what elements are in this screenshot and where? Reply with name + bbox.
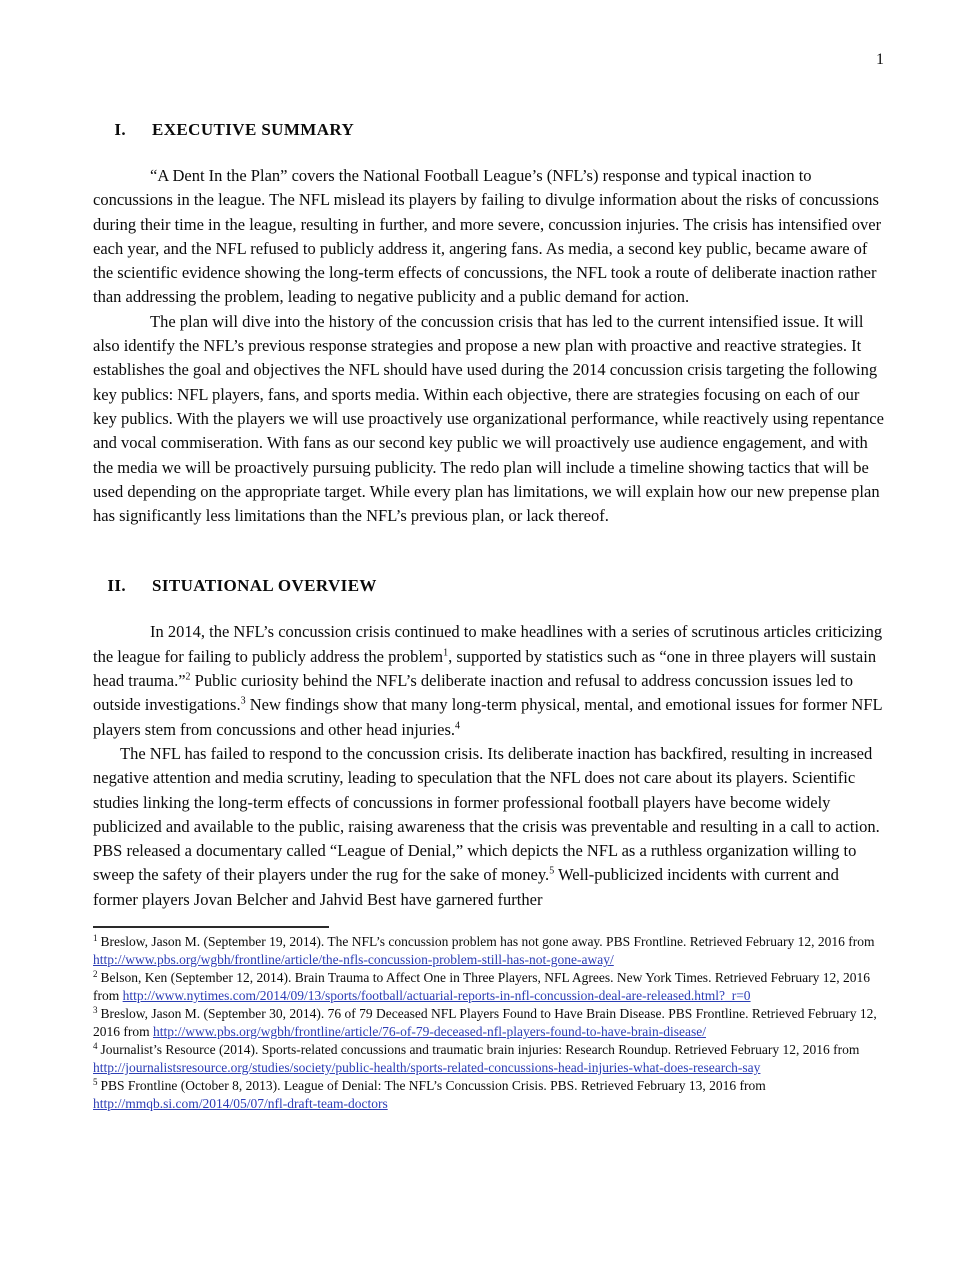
footnotes bbox=[93, 933, 886, 1113]
paragraph: “A Dent In the Plan” covers the National Football League’s (NFL’s) response and typical inaction to concussions in the league. The NFL mislead its players by failing to divulge information about the risks of concussions during their time in the league, resulting in further, and more severe, concussion injuries. The crisis has intensified over each year, and the NFL refused to publicly address it, angering fans. As media, a second key public, became aware of the scientific evidence showing the long-term effects of concussions, the NFL took a route of deliberate inaction rather than addressing the problem, leading to negative publicity and a public demand for action. bbox=[93, 166, 882, 307]
footnote: $^1$ Breslow, Jason M. (September 19, 2014). The NFL’s concussion problem has not gone away. PBS Frontline. Retrieved February 12, 2016 from http://www.pbs.org/wgbh/frontline/article/the-nfls-concussion-problem-still-has-not-gone-away/ bbox=[93, 932, 875, 968]
footnote-number: 3 bbox=[93, 1004, 98, 1015]
footnote-link[interactable]: http://www.pbs.org/wgbh/frontline/article/the-nfls-concussion-problem-still-has-not-gone-away/ bbox=[93, 952, 614, 968]
document-body bbox=[93, 118, 886, 912]
footnote-ref: 5 bbox=[549, 865, 555, 877]
footnote-ref: 2 bbox=[185, 671, 191, 683]
footnote-ref: 4 bbox=[455, 720, 460, 732]
paragraph: The plan will dive into the history of the concussion crisis that has led to the current intensified issue. It will also identify the NFL’s previous response strategies and propose a new plan with proactive and reactive strategies. It establishes the goal and objectives the NFL should have used during the 2014 concussion crisis targeting the following key publics: NFL players, fans, and sports media. Within each objective, there are strategies focusing on each of our key publics. With the players we will use proactively use organizational performance, while reactively using repentance and vocal commiseration. With fans as our second key public we will proactively use audience engagement, and with the media we will be proactively pursuing publicity. The redo plan will include a timeline showing tactics that will be used depending on the appropriate target. While every plan has limitations, we will explain how our new prepense plan has significantly less limitations than the NFL’s previous plan, or lack thereof. bbox=[93, 311, 884, 526]
footnote-link[interactable]: http://www.pbs.org/wgbh/frontline/article/76-of-79-deceased-nfl-players-found-to-have-brain-disease/ bbox=[153, 1024, 706, 1040]
footnote: $^4$ Journalist’s Resource (2014). Sports-related concussions and traumatic brain injuries: Research Roundup. Retrieved February 12, 2016 from http://journalistsresource.org/studies/society/public-health/sports-related-concussions-head-injuries-what-does-research-say bbox=[93, 1040, 860, 1076]
footnote-ref: 3 bbox=[240, 695, 246, 707]
section-heading bbox=[93, 118, 886, 142]
footnote-ref: 1 bbox=[443, 647, 449, 659]
paragraph: The NFL has failed to respond to the concussion crisis. Its deliberate inaction has backfired, resulting in increased negative attention and media scrutiny, leading to speculation that the NFL does not care about its players. Scientific studies linking the long-term effects of concussions in former professional football players have become widely publicized and available to the public, raising awareness that the crisis was preventable and resulting in a call to action. PBS released a documentary called “League of Denial,” which depicts the NFL as a ruthless organization willing to sweep the safety of their players under the rug for the sake of money.$^5$ Well-publicized incidents with current and former players Jovan Belcher and Jahvid Best have garnered further bbox=[93, 743, 880, 909]
section-title: EXECUTIVE SUMMARY bbox=[152, 120, 355, 139]
footnote-separator bbox=[93, 926, 329, 928]
footnote-link[interactable]: http://www.nytimes.com/2014/09/13/sports/football/actuarial-reports-in-nfl-concussion-deal-are-released.html?_r=0 bbox=[122, 988, 751, 1004]
section-number: I. bbox=[114, 120, 126, 139]
footnote-number: 5 bbox=[93, 1076, 98, 1087]
footnote: $^3$ Breslow, Jason M. (September 30, 2014). 76 of 79 Deceased NFL Players Found to Have Brain Disease. PBS Frontline. Retrieved February 12, 2016 from http://www.pbs.org/wgbh/frontline/article/76-of-79-deceased-nfl-players-found-to-have-brain-disease/ bbox=[93, 1004, 877, 1040]
footnote: $^5$ PBS Frontline (October 8, 2013). League of Denial: The NFL’s Concussion Crisis. PBS. Retrieved February 13, 2016 from http://mmqb.si.com/2014/05/07/nfl-draft-team-doctors bbox=[93, 1076, 766, 1112]
footnote-number: 1 bbox=[93, 932, 98, 943]
paragraph: In 2014, the NFL’s concussion crisis continued to make headlines with a series of scrutinous articles criticizing the league for failing to publicly address the problem$^1$, supported by statistics such as “one in three players will sustain head trauma.”$^2$ Public curiosity behind the NFL’s deliberate inaction and refusal to address concussion issues led to outside investigations.$^3$ New findings show that many long-term physical, mental, and emotional issues for former NFL players stem from concussions and other head injuries.$^4$ bbox=[93, 622, 883, 739]
footnote-number: 4 bbox=[93, 1040, 98, 1051]
section-number: II. bbox=[107, 576, 126, 596]
footnote-number: 2 bbox=[93, 968, 98, 979]
footnote-link[interactable]: http://journalistsresource.org/studies/society/public-health/sports-related-concussions-head-injuries-what-does-research-say bbox=[93, 1060, 761, 1076]
page-number: 1 bbox=[876, 51, 884, 68]
footnote: $^2$ Belson, Ken (September 12, 2014). Brain Trauma to Affect One in Three Players, NFL Agrees. New York Times. Retrieved February 12, 2016 from http://www.nytimes.com/2014/09/13/sports/football/actuarial-reports-in-nfl-concussion-deal-are-released.html?_r=0 bbox=[93, 968, 871, 1004]
footnote-link[interactable]: http://mmqb.si.com/2014/05/07/nfl-draft-team-doctors bbox=[93, 1096, 388, 1112]
section-heading bbox=[93, 574, 886, 598]
section-title: SITUATIONAL OVERVIEW bbox=[152, 576, 377, 596]
